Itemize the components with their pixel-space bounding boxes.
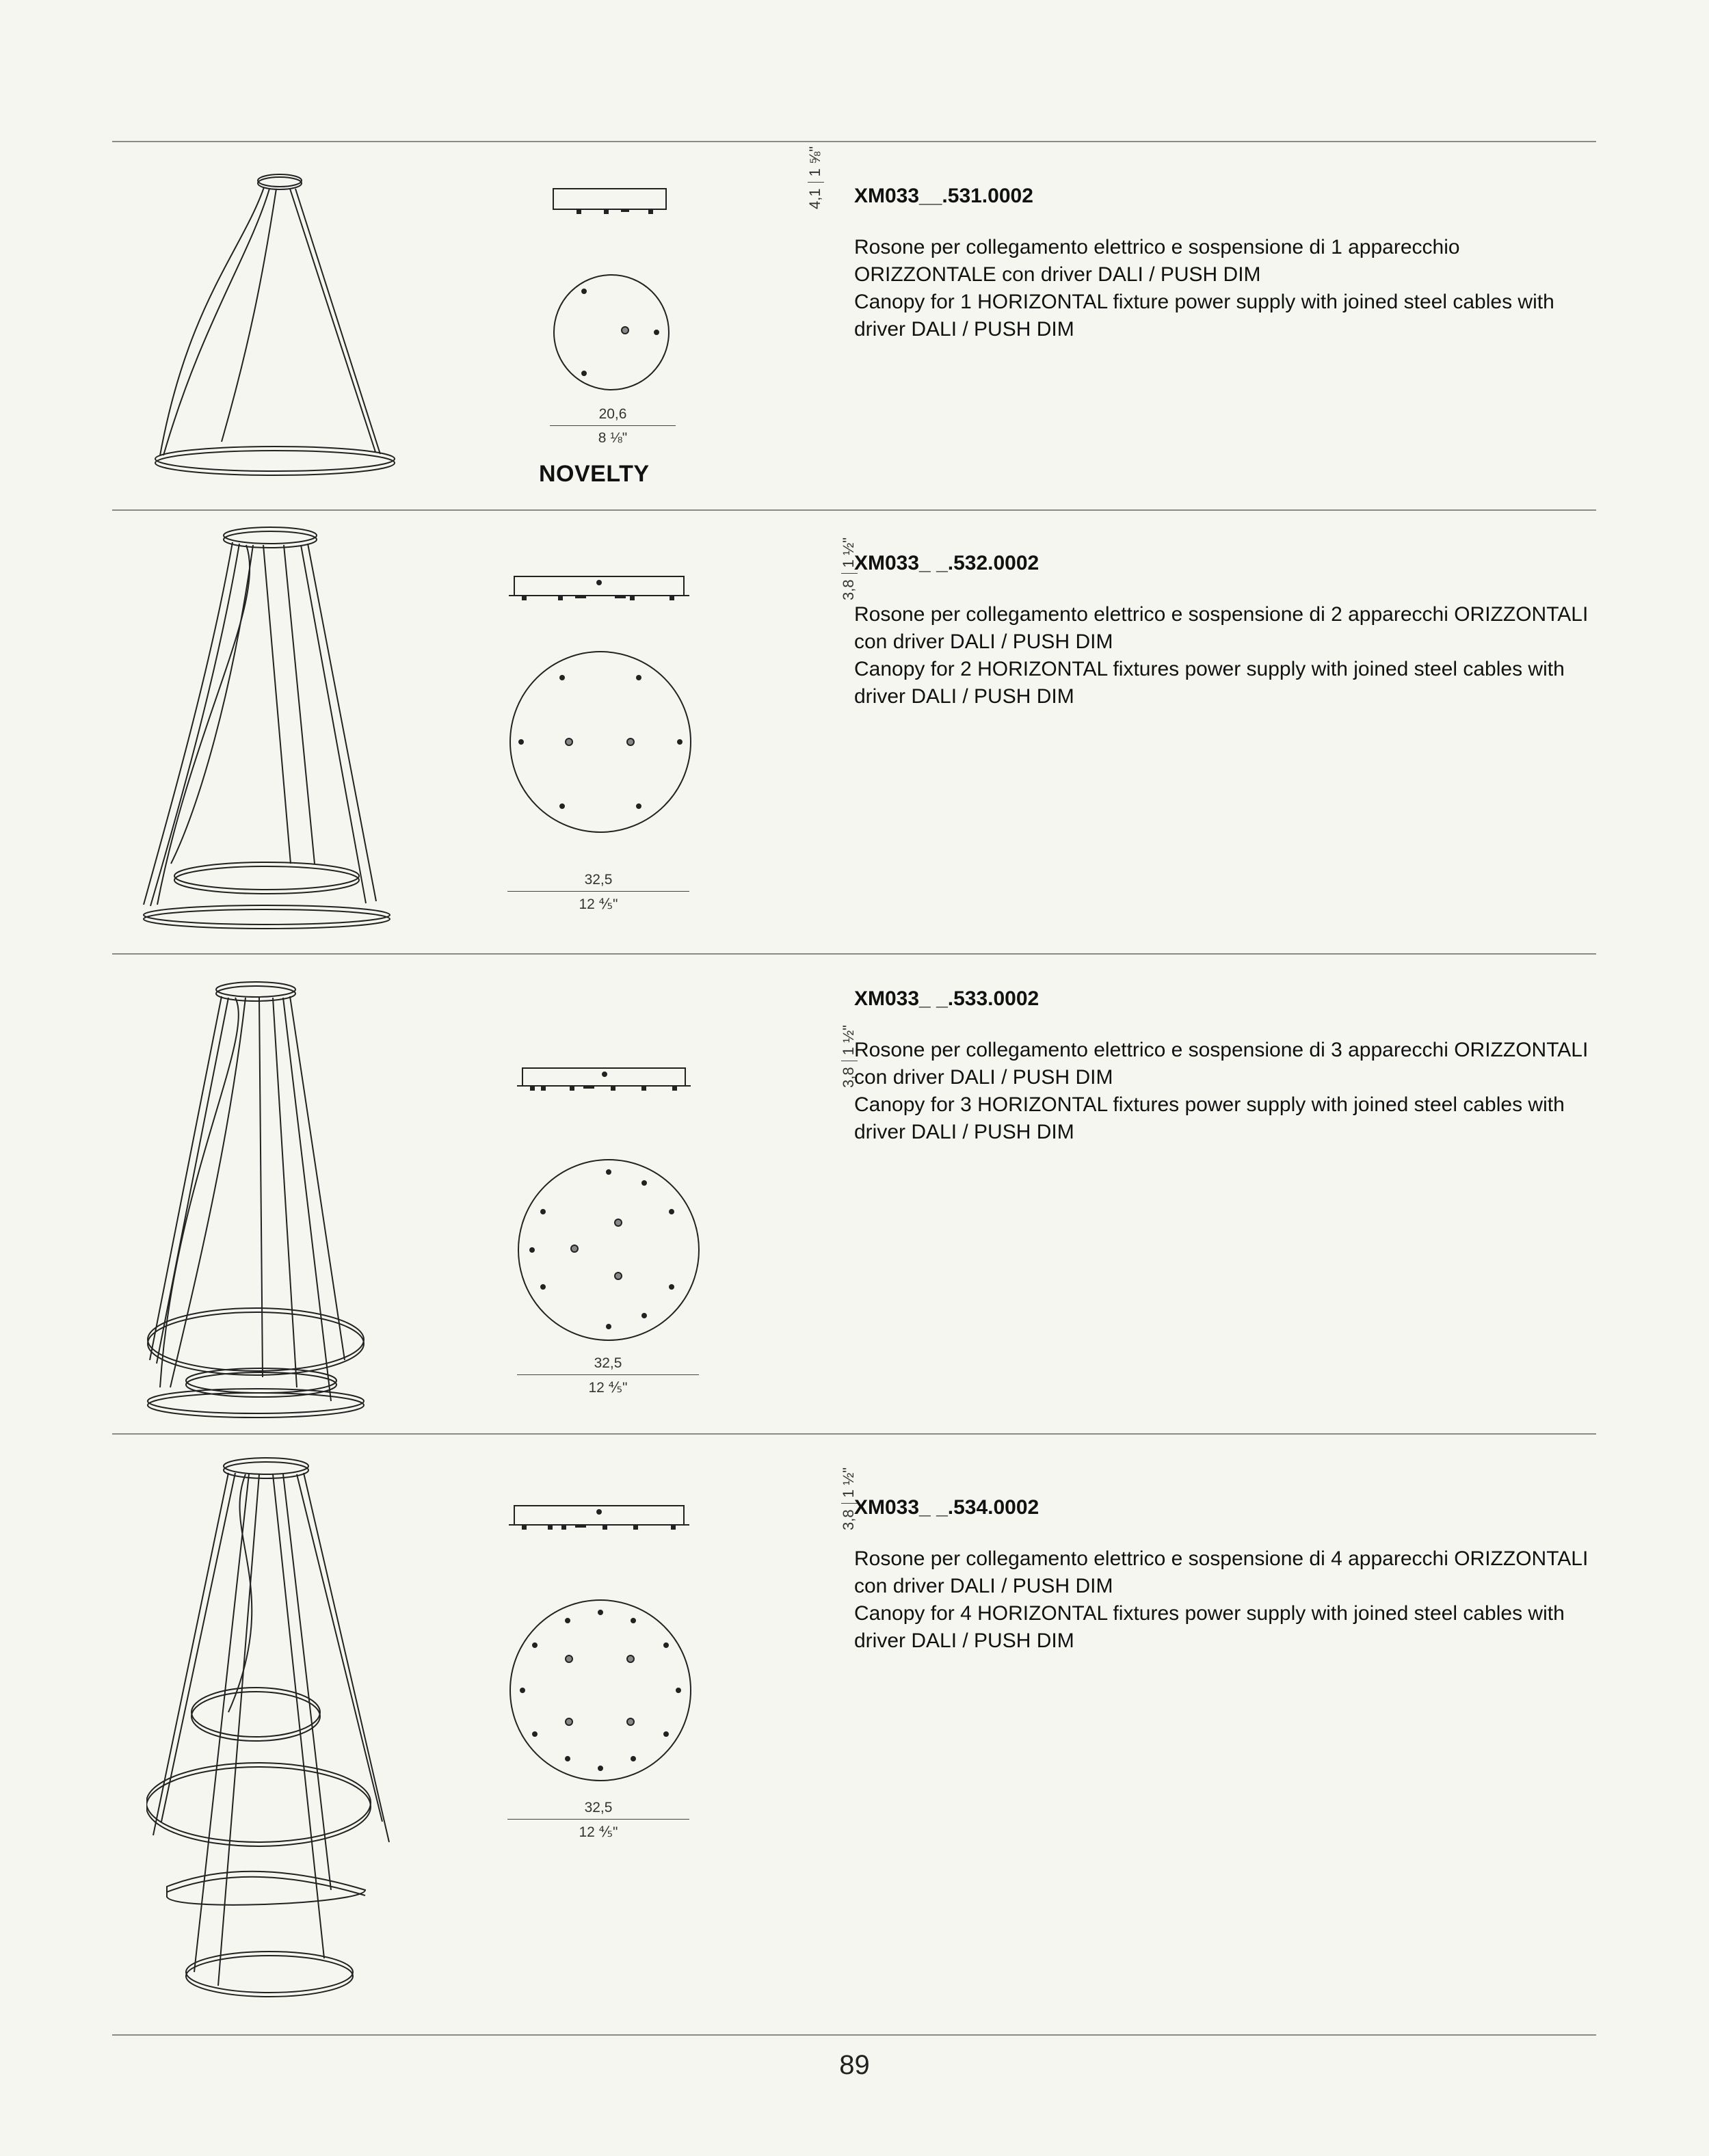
- product-text: [854, 1496, 1606, 1655]
- height-dimension: [806, 146, 824, 209]
- pendant-lamp-2-ring-illustration: [137, 522, 397, 932]
- product-text: [854, 552, 1606, 710]
- description-english: Canopy for 3 HORIZONTAL fixtures power supply with joined steel cables with driver DALI / PUSH DIM: [854, 1093, 1565, 1143]
- canopy-top-view: [550, 271, 673, 394]
- product-code: XM033__.531.0002: [854, 185, 1033, 207]
- description-english: Canopy for 2 HORIZONTAL fixtures power supply with joined steel cables with driver DALI / PUSH DIM: [854, 658, 1565, 708]
- height-inch-label: 1 ½": [840, 1024, 857, 1056]
- height-cm-label: 3,8: [840, 1509, 857, 1530]
- canopy-side-view: [550, 183, 673, 217]
- product-code: XM033_ _.534.0002: [854, 1496, 1039, 1519]
- product-code: XM033_ _.533.0002: [854, 987, 1039, 1010]
- canopy-side-view: [507, 1502, 692, 1536]
- pendant-lamp-3-ring-illustration: [146, 977, 379, 1422]
- divider: [112, 2034, 1596, 2036]
- diameter-cm-label: 32,5: [594, 1355, 622, 1371]
- pendant-lamp-4-ring-illustration: [146, 1452, 406, 2013]
- description-english: Canopy for 1 HORIZONTAL fixture power supply with joined steel cables with driver DALI / PUSH DIM: [854, 291, 1554, 341]
- diameter-cm-label: 20,6: [598, 406, 627, 422]
- diameter-cm-label: 32,5: [584, 1800, 613, 1815]
- product-code: XM033_ _.532.0002: [854, 552, 1039, 574]
- diameter-inch-label: 12 ⅘": [579, 896, 618, 912]
- canopy-side-view: [516, 1064, 693, 1097]
- canopy-top-view: [516, 1157, 702, 1343]
- page-number: 89: [839, 2050, 870, 2080]
- height-inch-label: 1 ½": [840, 1467, 857, 1498]
- description-english: Canopy for 4 HORIZONTAL fixtures power supply with joined steel cables with driver DALI / PUSH DIM: [854, 1602, 1565, 1652]
- height-inch-label: 1 ⅝": [806, 146, 823, 177]
- diameter-cm-label: 32,5: [584, 872, 613, 888]
- height-cm-label: 3,8: [840, 579, 857, 600]
- canopy-top-view: [507, 649, 693, 835]
- product-text: [854, 185, 1606, 343]
- description-italian: Rosone per collegamento elettrico e sospensione di 4 apparecchi ORIZZONTALI con driver DALI / PUSH DIM: [854, 1547, 1589, 1597]
- product-row-533: [112, 953, 1596, 1433]
- pendant-lamp-1-ring-illustration: [146, 168, 406, 490]
- diameter-dimension: [507, 872, 689, 913]
- diameter-dimension: [550, 406, 676, 447]
- product-row-531: [112, 141, 1596, 509]
- canopy-top-view: [507, 1597, 693, 1783]
- description-italian: Rosone per collegamento elettrico e sospensione di 1 apparecchio ORIZZONTALE con driver DALI / PUSH DIM: [854, 236, 1460, 286]
- product-row-534: [112, 1433, 1596, 2034]
- diameter-inch-label: 12 ⅘": [579, 1824, 618, 1840]
- height-cm-label: 4,1: [806, 188, 823, 209]
- product-text: [854, 987, 1606, 1146]
- height-inch-label: 1 ½": [840, 537, 857, 568]
- height-cm-label: 3,8: [840, 1067, 857, 1088]
- description-italian: Rosone per collegamento elettrico e sospensione di 2 apparecchi ORIZZONTALI con driver DALI / PUSH DIM: [854, 603, 1589, 653]
- novelty-badge: NOVELTY: [539, 461, 650, 487]
- diameter-dimension: [517, 1355, 699, 1396]
- diameter-inch-label: 8 ⅛": [598, 430, 628, 446]
- description-italian: Rosone per collegamento elettrico e sospensione di 3 apparecchi ORIZZONTALI con driver DALI / PUSH DIM: [854, 1039, 1589, 1089]
- diameter-dimension: [507, 1800, 689, 1841]
- product-row-532: [112, 509, 1596, 953]
- diameter-inch-label: 12 ⅘": [588, 1380, 628, 1396]
- canopy-side-view: [507, 572, 692, 607]
